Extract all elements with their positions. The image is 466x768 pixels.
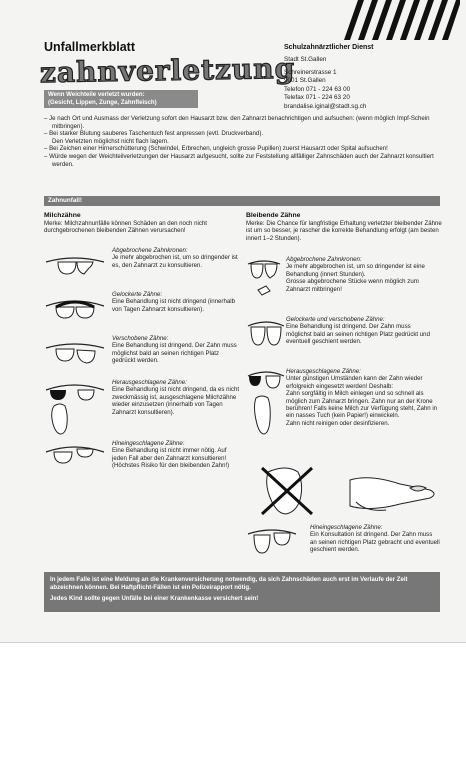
item-text: Je mehr abgebrochen ist, um so dringender ist es, den Zahnarzt zu konsultieren. bbox=[112, 254, 238, 269]
permanent-loose-tooth-icon bbox=[246, 318, 286, 354]
item-text: Ein Konsultation ist dringend. Der Zahn muss an seinen richtigen Platz gebracht und eventuell geschient werden. bbox=[310, 531, 440, 554]
item-title: Herausgeschlagene Zähne: bbox=[112, 379, 187, 386]
item-title: Abgebrochene Zahnkronen: bbox=[112, 247, 188, 254]
soft-tissue-heading: Wenn Weichteile verletzt wurden: bbox=[48, 91, 145, 98]
item-text: Unter günstigen Umständen kann der Zahn wieder erfolgreich eingesetzt werden! Deshalb: Zahn sorgfältig in Milch einlegen und so schnell als möglich zum Zahnarzt bringen. Zahn nur an der Krone berühren! Falls keine Milch zur Verfügung steht, Zahn in ein nasses Tuch (kein Papier!) einwickeln. Zahn nicht reinigen oder desinfizieren. bbox=[286, 375, 438, 427]
item-text: Eine Behandlung ist dringend. Der Zahn muss möglichst bald an seinen richtigen Platz gedrückt und eventuell geschient werden. bbox=[286, 323, 430, 346]
item-text: Eine Behandlung ist dringend. Der Zahn muss möglichst bald an seinen richtigen Platz gedrückt werden. bbox=[112, 342, 237, 365]
permanent-teeth-heading: Bleibende Zähne bbox=[246, 212, 301, 219]
item-title: Gelockerte und verschobene Zähne: bbox=[286, 316, 385, 323]
correct-handling-icon bbox=[350, 478, 434, 511]
soft-tissue-sub: (Gesicht, Lippen, Zunge, Zahnfleisch) bbox=[48, 99, 157, 106]
insurance-notice-text: In jedem Falle ist eine Meldung an die Krankenversicherung notwendig, da sich Zahnschäden auch erst im Verlaufe der Zeit abzeichnen können. Bei Haftpflicht-Fällen ist ein Polizeirapport nötig. bbox=[50, 576, 408, 591]
soft-tissue-instructions bbox=[44, 115, 440, 168]
broken-crown-tooth-icon bbox=[44, 248, 106, 278]
wrong-handling-icon bbox=[262, 468, 312, 514]
soft-tissue-banner bbox=[44, 90, 198, 108]
handwritten-heading: zahnverletzung bbox=[39, 51, 296, 90]
address-fax: Telefax 071 - 224 63 20 bbox=[284, 94, 350, 102]
instruction-item: – Würde wegen der Weichteilverletzungen der Hausarzt aufgesucht, sollte zur Feststellung allfälliger Zahnschäden auch der Zahnarzt konsultiert werden. bbox=[44, 152, 434, 168]
milk-teeth-intro: Merke: Milchzahnunfälle können Schäden an den noch nicht durchgebrochenen bleibenden Zähnen verursachen! bbox=[44, 219, 207, 235]
permanent-teeth-column bbox=[246, 212, 442, 242]
displaced-tooth-icon bbox=[44, 336, 106, 368]
item-title: Abgebrochene Zahnkronen: bbox=[286, 256, 362, 263]
loose-tooth-icon bbox=[44, 292, 106, 322]
address-city: Stadt St.Gallen bbox=[284, 56, 327, 63]
item-title: Hineingeschlagene Zähne: bbox=[112, 440, 185, 447]
address-block bbox=[284, 56, 366, 112]
service-name: Schulzahnärztlicher Dienst bbox=[284, 44, 374, 51]
permanent-intruded-icon bbox=[246, 526, 298, 560]
address-zip: 9001 St.Gallen bbox=[284, 77, 326, 85]
header-stripes-decoration bbox=[340, 0, 460, 40]
permanent-knocked-out-icon bbox=[246, 368, 286, 438]
permanent-broken-crown-icon bbox=[246, 256, 282, 300]
item-title: Verschobene Zähne: bbox=[112, 335, 169, 342]
milk-teeth-column bbox=[44, 212, 240, 235]
milk-teeth-heading: Milchzähne bbox=[44, 212, 81, 219]
item-title: Gelockerte Zähne: bbox=[112, 291, 163, 298]
instruction-item: – Je nach Ort und Ausmass der Verletzung sofort den Hausarzt bzw. den Zahnarzt benachrichtigen und aufsuchen: (wenn möglich Impf-Schein mitbringen). bbox=[44, 115, 430, 130]
instruction-item: – Bei Zeichen einer Hirnerschütterung (Schwindel, Erbrechen, ungleich grosse Pupillen) zuerst Hausarzt oder Spital aufsuchen! bbox=[44, 145, 388, 153]
address-street: Schreinerstrasse 1 bbox=[284, 68, 337, 76]
item-text: Eine Behandlung ist nicht dringend (innerhalb von Tagen Zahnarzt konsultieren). bbox=[112, 298, 235, 313]
tooth-accident-banner: Zahnunfall! bbox=[44, 196, 440, 206]
permanent-teeth-intro: Merke: Die Chance für langfristige Erhaltung verletzter bleibender Zähne ist um so besser, je rascher die korrekte Behandlung erfolgt (am besten innert 1–2 Stunden). bbox=[246, 219, 442, 242]
tooth-handling-illustration bbox=[260, 462, 440, 520]
insurance-reminder-text: Jedes Kind sollte gegen Unfälle bei einer Krankenkasse versichert sein! bbox=[50, 595, 259, 602]
insurance-notice-box bbox=[44, 572, 440, 612]
knocked-out-tooth-icon bbox=[44, 380, 106, 436]
item-title: Hineingeschlagene Zähne: bbox=[310, 524, 383, 531]
address-email: brandalise.iginal@stadt.sg.ch bbox=[284, 102, 367, 110]
item-text: Je mehr abgebrochen ist, um so dringender ist eine Behandlung (innert Stunden). Grosse abgebrochene Stücke wenn möglich zum Zahnarzt mitbringen! bbox=[286, 263, 425, 293]
instruction-item: – Bei starker Blutung sauberes Taschentuch fest anpressen (evtl. Druckverband). Den Verletzten möglichst nicht flach lagern. bbox=[44, 130, 264, 145]
item-text: Eine Behandlung ist nicht dringend, da es nicht zweckmässig ist, ausgeschlagene Milchzähne wieder einzusetzen (innerhalb von Tagen Zahnarzt konsultieren). bbox=[112, 386, 240, 416]
item-title: Herausgeschlagene Zähne: bbox=[286, 368, 361, 375]
page-title: Unfallmerkblatt bbox=[44, 40, 135, 54]
item-text: Eine Behandlung ist nicht immer nötig. Auf jeden Fall aber den Zahnarzt konsultieren! (Höchstes Risiko für den bleibenden Zahn!) bbox=[112, 447, 230, 470]
address-phone: Telefon 071 - 224 63 00 bbox=[284, 85, 351, 93]
intruded-tooth-icon bbox=[44, 440, 106, 470]
